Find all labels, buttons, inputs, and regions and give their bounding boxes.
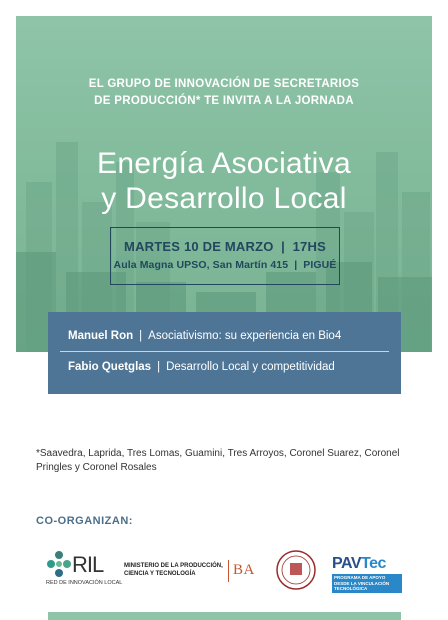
speaker-divider <box>60 351 389 352</box>
invitation-line-2: DE PRODUCCIÓN* TE INVITA A LA JORNADA <box>94 95 354 107</box>
event-title <box>16 146 432 216</box>
title-line-2: y Desarrollo Local <box>101 182 347 215</box>
pavtec-subtitle: PROGRAMA DE APOYO DESDE LA VINCULACIÓN TECNOLÓGICA <box>332 574 402 593</box>
upso-seal-logo <box>276 550 316 590</box>
ril-logo <box>46 550 123 590</box>
ministry-line-1: MINISTERIO DE LA PRODUCCIÓN, <box>124 563 223 569</box>
date-location-box <box>110 227 340 285</box>
ril-network-icon <box>46 550 72 578</box>
separator: | <box>157 361 161 373</box>
hero-banner <box>16 16 432 352</box>
coorganizers-heading: CO-ORGANIZAN: <box>36 515 133 527</box>
ril-name: RIL <box>72 552 104 577</box>
speaker-name: Fabio Quetglas <box>68 361 152 373</box>
pavtec-wordmark-a: PAV <box>332 555 362 572</box>
pavtec-logo <box>332 555 402 593</box>
speaker-row <box>68 361 381 373</box>
ril-subtitle: RED DE INNOVACIÓN LOCAL <box>46 580 123 586</box>
event-location: Aula Magna UPSO, San Martín 415 | PIGUÉ <box>113 259 337 271</box>
bottom-accent-bar <box>48 612 401 620</box>
title-line-1: Energía Asociativa <box>97 147 351 180</box>
speaker-name: Manuel Ron <box>68 330 134 342</box>
invitation-text <box>16 76 432 110</box>
upso-seal-icon <box>276 550 316 590</box>
pavtec-wordmark-b: Tec <box>361 555 386 572</box>
event-date-time: MARTES 10 DE MARZO | 17HS <box>124 239 326 254</box>
speaker-topic: Desarrollo Local y competitividad <box>166 361 335 373</box>
speaker-row <box>68 330 381 342</box>
municipalities-footnote: *Saavedra, Laprida, Tres Lomas, Guamini, Tres Arroyos, Coronel Suarez, Coronel Pringles y Coronel Rosales <box>36 448 400 473</box>
speaker-topic: Asociativismo: su experiencia en Bio4 <box>148 330 342 342</box>
ministry-line-2: CIENCIA Y TECNOLOGÍA <box>124 571 196 577</box>
ministry-logo <box>124 562 234 578</box>
speakers-panel <box>48 312 401 394</box>
pavtec-wordmark <box>332 555 402 573</box>
ba-logo: BA <box>233 562 255 578</box>
separator: | <box>139 330 143 342</box>
ministry-divider <box>228 560 229 582</box>
invitation-line-1: EL GRUPO DE INNOVACIÓN DE SECRETARIOS <box>88 78 360 90</box>
